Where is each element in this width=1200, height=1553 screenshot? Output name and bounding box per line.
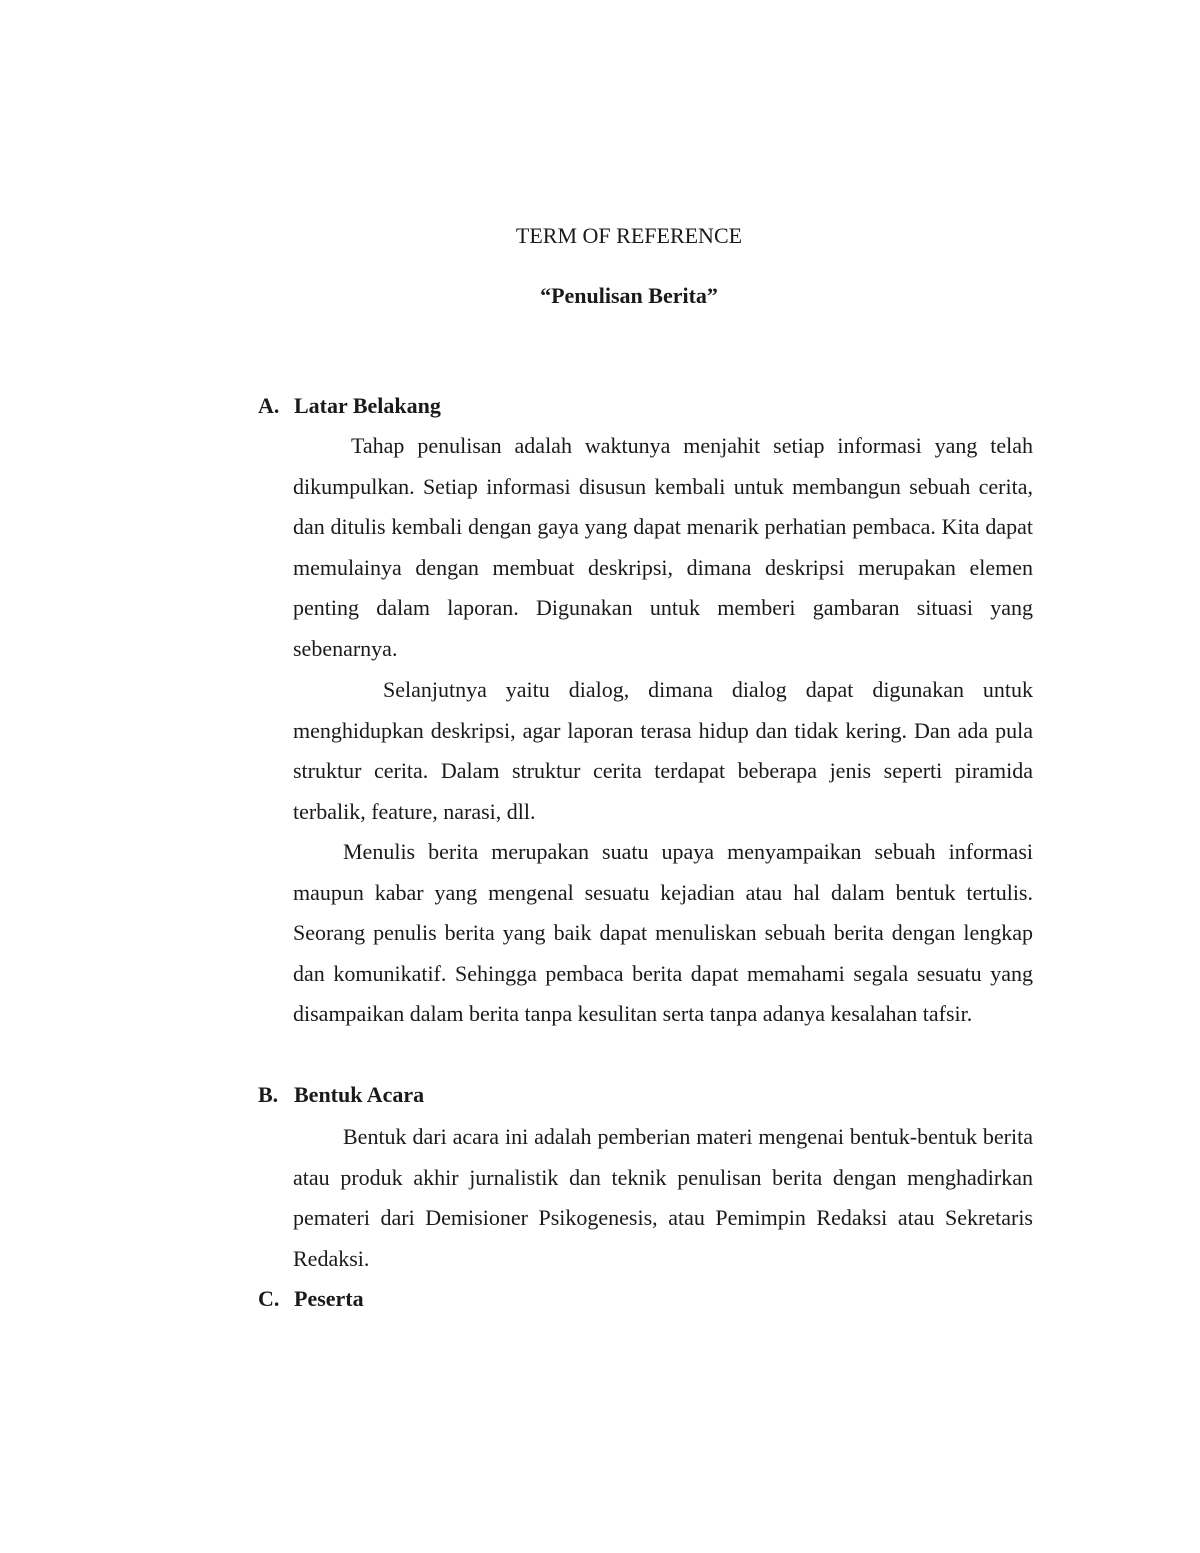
- section-title: Bentuk Acara: [294, 1082, 425, 1107]
- section-letter: C.: [258, 1286, 280, 1311]
- paragraph: Selanjutnya yaitu dialog, dimana dialog dapat digunakan untuk menghidupkan deskripsi, agar laporan terasa hidup dan tidak kering. Dan ada pula struktur cerita. Dalam struktur cerita terdapat beberapa jenis seperti piramida terbalik, feature, narasi, dll.: [293, 677, 1033, 824]
- document-subtitle: “Penulisan Berita”: [540, 283, 718, 308]
- section-title: Peserta: [294, 1286, 364, 1311]
- section-letter: A.: [258, 393, 280, 418]
- section-heading-a: [258, 393, 441, 419]
- section-heading-c: [258, 1286, 364, 1312]
- paragraph: Bentuk dari acara ini adalah pemberian materi mengenai bentuk-bentuk berita atau produk akhir jurnalistik dan teknik penulisan berita dengan menghadirkan pemateri dari Demisioner Psikogenesis, atau Pemimpin Redaksi atau Sekretaris Redaksi.: [293, 1124, 1033, 1271]
- section-title: Latar Belakang: [294, 393, 441, 418]
- section-heading-b: [258, 1082, 424, 1108]
- paragraph: Menulis berita merupakan suatu upaya menyampaikan sebuah informasi maupun kabar yang mengenal sesuatu kejadian atau hal dalam bentuk tertulis. Seorang penulis berita yang baik dapat menuliskan sebuah berita dengan lengkap dan komunikatif. Sehingga pembaca berita dapat memahami segala sesuatu yang disampaikan dalam berita tanpa kesulitan serta tanpa adanya kesalahan tafsir.: [293, 839, 1033, 1027]
- paragraph: Tahap penulisan adalah waktunya menjahit setiap informasi yang telah dikumpulkan. Setiap informasi disusun kembali untuk membangun sebuah cerita, dan ditulis kembali dengan gaya yang dapat menarik perhatian pembaca. Kita dapat memulainya dengan membuat deskripsi, dimana deskripsi merupakan elemen penting dalam laporan. Digunakan untuk memberi gambaran situasi yang sebenarnya.: [293, 433, 1033, 661]
- section-letter: B.: [258, 1082, 279, 1107]
- document-title: TERM OF REFERENCE: [515, 223, 743, 248]
